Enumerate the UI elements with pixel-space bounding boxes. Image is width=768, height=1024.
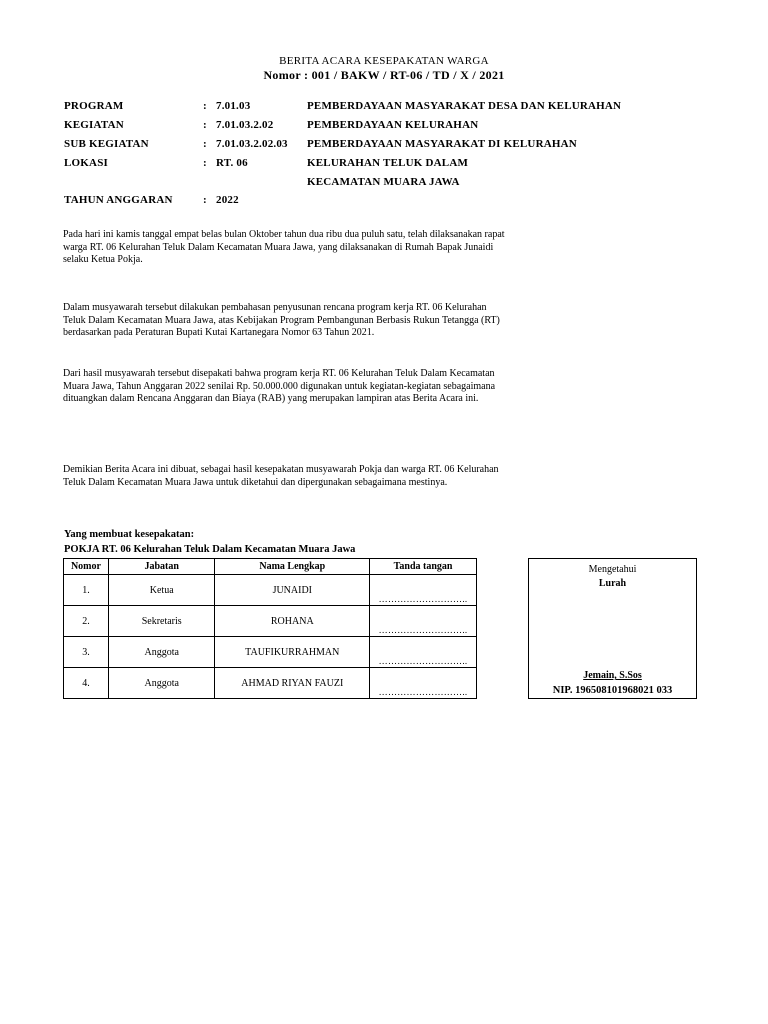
paragraph-line: warga RT. 06 Kelurahan Teluk Dalam Kecamatan Muara Jawa, yang dilaksanakan di Rumah Bapak Junaidi xyxy=(63,241,494,253)
row-full-name: JUNAIDI xyxy=(215,575,370,606)
meta-desc: KELURAHAN TELUK DALAM xyxy=(307,157,469,169)
meta-label: TAHUN ANGGARAN xyxy=(64,194,173,206)
approval-nip: NIP. 196508101968021 033 xyxy=(552,685,673,696)
paragraph-opening xyxy=(63,229,643,267)
row-position: Sekretaris xyxy=(108,606,215,637)
row-signature: ……………………….. xyxy=(370,606,477,637)
row-number: 4. xyxy=(64,668,109,699)
row-signature: ……………………….. xyxy=(370,575,477,606)
meta-code: 7.01.03.2.02.03 xyxy=(216,138,288,150)
row-number: 1. xyxy=(64,575,109,606)
agreement-subheading: POKJA RT. 06 Kelurahan Teluk Dalam Kecamatan Muara Jawa xyxy=(64,544,356,555)
meta-colon: : xyxy=(203,138,207,150)
document-number: Nomor : 001 / BAKW / RT-06 / TD / X / 2021 xyxy=(263,68,505,82)
paragraph-line: selaku Ketua Pokja. xyxy=(63,254,143,265)
meta-label: KEGIATAN xyxy=(64,119,124,131)
paragraph-line: Teluk Dalam Kecamatan Muara Jawa untuk diketahui dan dipergunakan sebagaimana mestinya. xyxy=(63,476,448,488)
approval-box xyxy=(528,558,697,699)
agreement-heading: Yang membuat kesepakatan: xyxy=(64,529,195,540)
meta-desc: PEMBERDAYAAN KELURAHAN xyxy=(307,119,479,131)
meta-desc: KECAMATAN MUARA JAWA xyxy=(307,176,460,188)
column-header: Jabatan xyxy=(108,559,215,575)
column-header: Nomor xyxy=(64,559,109,575)
row-full-name: AHMAD RIYAN FAUZI xyxy=(215,668,370,699)
row-position: Anggota xyxy=(108,668,215,699)
paragraph-line: Pada hari ini kamis tanggal empat belas bulan Oktober tahun dua ribu dua puluh satu, telah dilaksanakan rapat xyxy=(63,229,505,240)
row-number: 2. xyxy=(64,606,109,637)
table-header-row xyxy=(64,559,477,575)
table-row xyxy=(64,668,477,699)
row-position: Ketua xyxy=(108,575,215,606)
column-header: Nama Lengkap xyxy=(215,559,370,575)
row-number: 3. xyxy=(64,637,109,668)
table-row xyxy=(64,637,477,668)
meta-colon: : xyxy=(203,157,207,169)
meta-code: 7.01.03.2.02 xyxy=(216,119,274,131)
row-signature: ……………………….. xyxy=(370,668,477,699)
meta-desc: PEMBERDAYAAN MASYARAKAT DI KELURAHAN xyxy=(307,138,577,150)
approval-label: Mengetahui xyxy=(588,564,637,575)
paragraph-line: Demikian Berita Acara ini dibuat, sebagai hasil kesepakatan musyawarah Pokja dan warga RT. 06 Kelurahan xyxy=(63,464,499,475)
paragraph-agreement xyxy=(63,368,643,406)
meta-colon: : xyxy=(203,100,207,112)
paragraph-line: berdasarkan pada Peraturan Bupati Kutai Kartanegara Nomor 63 Tahun 2021. xyxy=(63,327,375,338)
paragraph-closing xyxy=(63,464,643,489)
column-header: Tanda tangan xyxy=(370,559,477,575)
meta-colon: : xyxy=(203,119,207,131)
meta-label: LOKASI xyxy=(64,157,108,169)
paragraph-line: Teluk Dalam Kecamatan Muara Jawa, atas Kebijakan Program Pembangunan Berbasis Rukun Tetangga (RT) xyxy=(63,314,500,326)
meta-desc: PEMBERDAYAAN MASYARAKAT DESA DAN KELURAHAN xyxy=(307,100,622,112)
paragraph-line: Dalam musyawarah tersebut dilakukan pembahasan penyusunan rencana program kerja RT. 06 Kelurahan xyxy=(63,302,487,313)
table-row xyxy=(64,606,477,637)
meta-label: SUB KEGIATAN xyxy=(64,138,149,150)
approval-position: Lurah xyxy=(598,578,627,589)
row-position: Anggota xyxy=(108,637,215,668)
paragraph-line: dituangkan dalam Rencana Anggaran dan Biaya (RAB) yang merupakan lampiran atas Berita Acara ini. xyxy=(63,393,479,404)
meta-code: 2022 xyxy=(216,194,239,206)
document-title: BERITA ACARA KESEPAKATAN WARGA xyxy=(279,55,489,67)
meta-colon: : xyxy=(203,194,207,206)
paragraph-line: Muara Jawa, Tahun Anggaran 2022 senilai Rp. 50.000.000 digunakan untuk kegiatan-kegiatan sebagaimana xyxy=(63,380,496,392)
paragraph-line: Dari hasil musyawarah tersebut disepakati bahwa program kerja RT. 06 Kelurahan Teluk Dalam Kecamatan xyxy=(63,368,495,379)
meta-code: RT. 06 xyxy=(216,157,248,169)
table-row xyxy=(64,575,477,606)
meta-label: PROGRAM xyxy=(64,100,124,112)
meta-code: 7.01.03 xyxy=(216,100,251,112)
signature-table xyxy=(63,558,477,699)
paragraph-discussion xyxy=(63,302,643,340)
row-signature: ……………………….. xyxy=(370,637,477,668)
row-full-name: ROHANA xyxy=(215,606,370,637)
approval-name: Jemain, S.Sos xyxy=(583,670,642,681)
row-full-name: TAUFIKURRAHMAN xyxy=(215,637,370,668)
